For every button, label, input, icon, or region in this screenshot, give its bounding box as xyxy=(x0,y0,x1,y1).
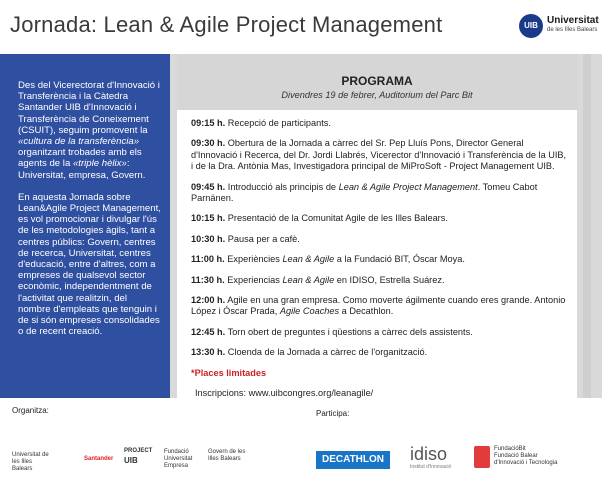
program-title: PROGRAMA xyxy=(341,74,413,88)
fundaciobit-logo: FundacióBit Fundació Balear d'Innovació i Tecnologia xyxy=(494,446,558,466)
idiso-logo: idiso xyxy=(410,444,448,464)
page-title: Jornada: Lean & Agile Project Management xyxy=(10,12,443,37)
intro-paragraph-2: En aquesta Jornada sobre Lean&Agile Project Management, es vol promocionar i divulgar l'ús de les metodologies àgils, tant a centres públics: Govern, centres de recerca, Universitat, centres d'educació, entre d'altres, com a empreses de qualsevol sector econòmic, independentment de l'activitat que realitzin, del nombre d'empleats que tenguin i de si són empreses consolidades o de recent creació. xyxy=(18,191,161,338)
program-header xyxy=(177,54,577,110)
project-uib-logo: PROJECT xyxy=(124,448,153,454)
program-item: 12:00 h. Agile en una gran empresa. Como moverte ágilmente cuando eres grande. Antonio López i Óscar Prada, Agile Coaches a Decathlon. xyxy=(191,295,566,317)
organitza-label: Organitza: xyxy=(12,406,49,415)
decathlon-logo: DECATHLON xyxy=(316,451,390,469)
intro-panel xyxy=(0,54,170,398)
program-item: 11:30 h. Experiencias Lean & Agile en IDISO, Estrella Suárez. xyxy=(191,274,445,285)
page-header xyxy=(0,0,602,54)
uib-footer-logo: Universitat de les Illes Balears xyxy=(12,452,49,472)
program-item: 09:45 h. Introducció als principis de Lean & Agile Project Management. Tomeu Cabot Parnänen. xyxy=(191,181,538,204)
right-decor-strip xyxy=(583,54,591,398)
uib-logo xyxy=(519,14,599,40)
program-item: 11:00 h. Experiències Lean & Agile a la Fundació BIT, Óscar Moya. xyxy=(191,254,465,265)
participa-label: Participa: xyxy=(316,409,350,418)
program-item: 09:15 h. Recepció de participants. xyxy=(191,118,331,128)
program-item: 12:45 h. Torn obert de preguntes i qüestions a càrrec dels assistents. xyxy=(191,326,473,337)
intro-paragraph-1: Des del Vicerectorat d'Innovació i Transferència i la Càtedra Santander UIB d'Innovació i Transferència de Coneixement (CSUIT), seguim promovent la «cultura de la transferència» organitzant trobades amb els agents de la «triple hèlix»: Universitat, empresa, Govern. xyxy=(18,80,160,181)
program-item: 09:30 h. Obertura de la Jornada a càrrec del Sr. Pep Lluís Pons, Director General d'Innovació i Recerca, del Dr. Jordi Llabrés, Vicerector d'Innovació i Transferència de la UIB, i de la Dra. Antònia Mas, Investigadora principal de MiProSoft - Project Management UIB. xyxy=(191,138,567,172)
footer xyxy=(0,398,602,480)
places-limited-note: *Places limitades xyxy=(191,367,267,378)
program-panel xyxy=(177,54,577,398)
program-item: 10:15 h. Presentació de la Comunitat Agile de les Illes Balears. xyxy=(191,213,448,224)
govern-logo: Govern de les Illes Balears xyxy=(208,449,246,462)
inscriptions-link[interactable]: Inscripcions: www.uibcongres.org/leanagile/ xyxy=(195,388,374,399)
santander-logo: Santander xyxy=(84,456,114,462)
program-list xyxy=(191,118,569,400)
idiso-subtitle: Institut d'Innovació xyxy=(410,464,452,470)
fundacio-empresa-logo: Fundació Universitat Empresa xyxy=(164,449,193,469)
uib-logo-subtitle: de les Illes Balears xyxy=(547,27,598,33)
uib-logo-name: Universitat xyxy=(547,15,599,26)
program-subtitle: Divendres 19 de febrer, Auditorium del Parc Bit xyxy=(281,90,473,100)
project-uib-logo-uib: UIB xyxy=(124,456,138,465)
fundaciobit-mark-icon xyxy=(474,446,490,468)
program-item: 13:30 h. Cloenda de la Jornada a càrrec de l'organització. xyxy=(191,347,428,358)
program-item: 10:30 h. Pausa per a cafè. xyxy=(191,233,300,244)
uib-badge-icon: UIB xyxy=(519,14,543,38)
